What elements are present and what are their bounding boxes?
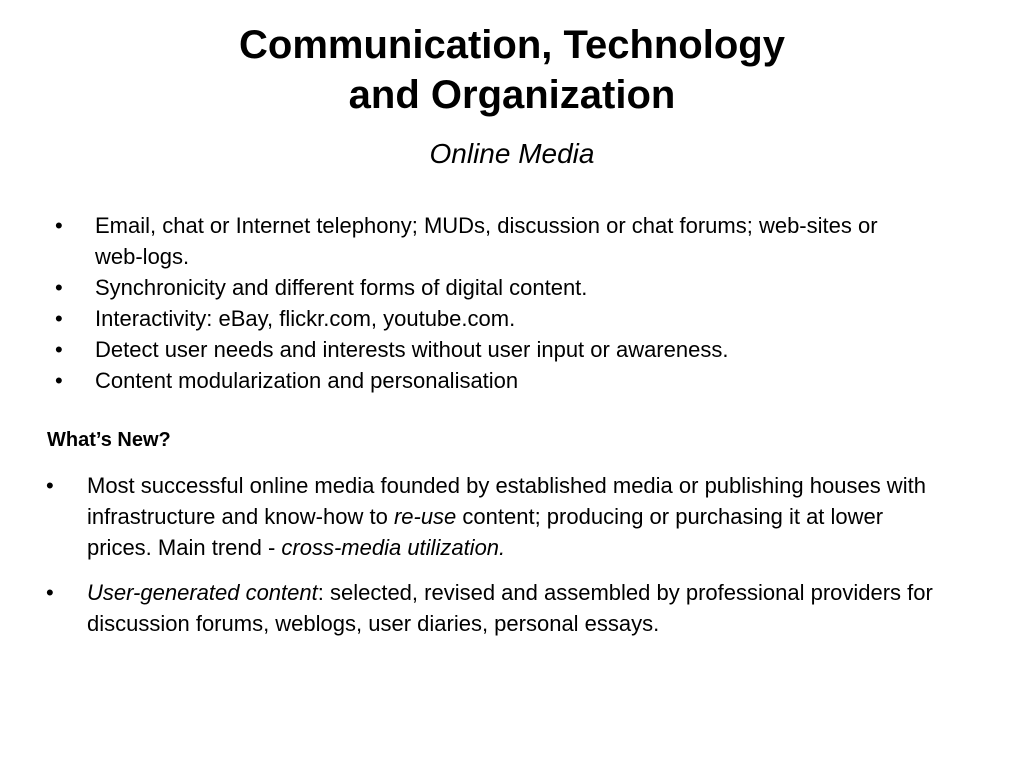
list-item <box>0 577 935 639</box>
text-run: Most successful online media founded by established media or publishing houses with infrastructure and know-how to <box>87 473 926 529</box>
italic-text-run: User-generated content <box>87 580 318 605</box>
list-item-text: Content modularization and personalisation <box>95 368 519 393</box>
whats-new-list <box>0 470 935 653</box>
list-item-text: Interactivity: eBay, flickr.com, youtube.com. <box>95 306 516 331</box>
list-item-text <box>87 580 933 636</box>
bullet-icon: • <box>55 368 63 393</box>
list-item <box>0 334 930 365</box>
title-line-2: and Organization <box>348 73 676 117</box>
bullet-icon: • <box>55 337 63 362</box>
whats-new-heading: What’s New? <box>47 429 171 451</box>
slide-subtitle: Online Media <box>429 138 595 169</box>
text-run: : selected, revised and assembled by professional providers for discussion forums, weblogs, user diaries, personal essays. <box>87 580 933 636</box>
list-item <box>0 272 930 303</box>
bullet-icon: • <box>55 306 63 331</box>
bullet-icon: • <box>55 275 63 300</box>
list-item-text: Detect user needs and interests without user input or awareness. <box>95 337 729 362</box>
text-run: content; producing or purchasing it at lower prices. Main trend - <box>87 504 884 560</box>
italic-text-run: cross-media utilization. <box>281 535 506 560</box>
list-item <box>0 303 930 334</box>
bullet-list <box>0 210 930 396</box>
title-line-1: Communication, Technology <box>239 23 785 67</box>
bullet-icon: • <box>55 213 63 238</box>
bullet-icon: • <box>46 473 54 498</box>
italic-text-run: re-use <box>393 504 457 529</box>
list-item-text <box>87 473 926 560</box>
list-item <box>0 210 930 272</box>
slide-title <box>0 20 1024 120</box>
list-item <box>0 470 935 563</box>
list-item <box>0 365 930 396</box>
bullet-icon: • <box>46 580 54 605</box>
list-item-text: Email, chat or Internet telephony; MUDs, discussion or chat forums; web-sites or web-logs. <box>95 213 878 269</box>
list-item-text: Synchronicity and different forms of digital content. <box>95 275 588 300</box>
